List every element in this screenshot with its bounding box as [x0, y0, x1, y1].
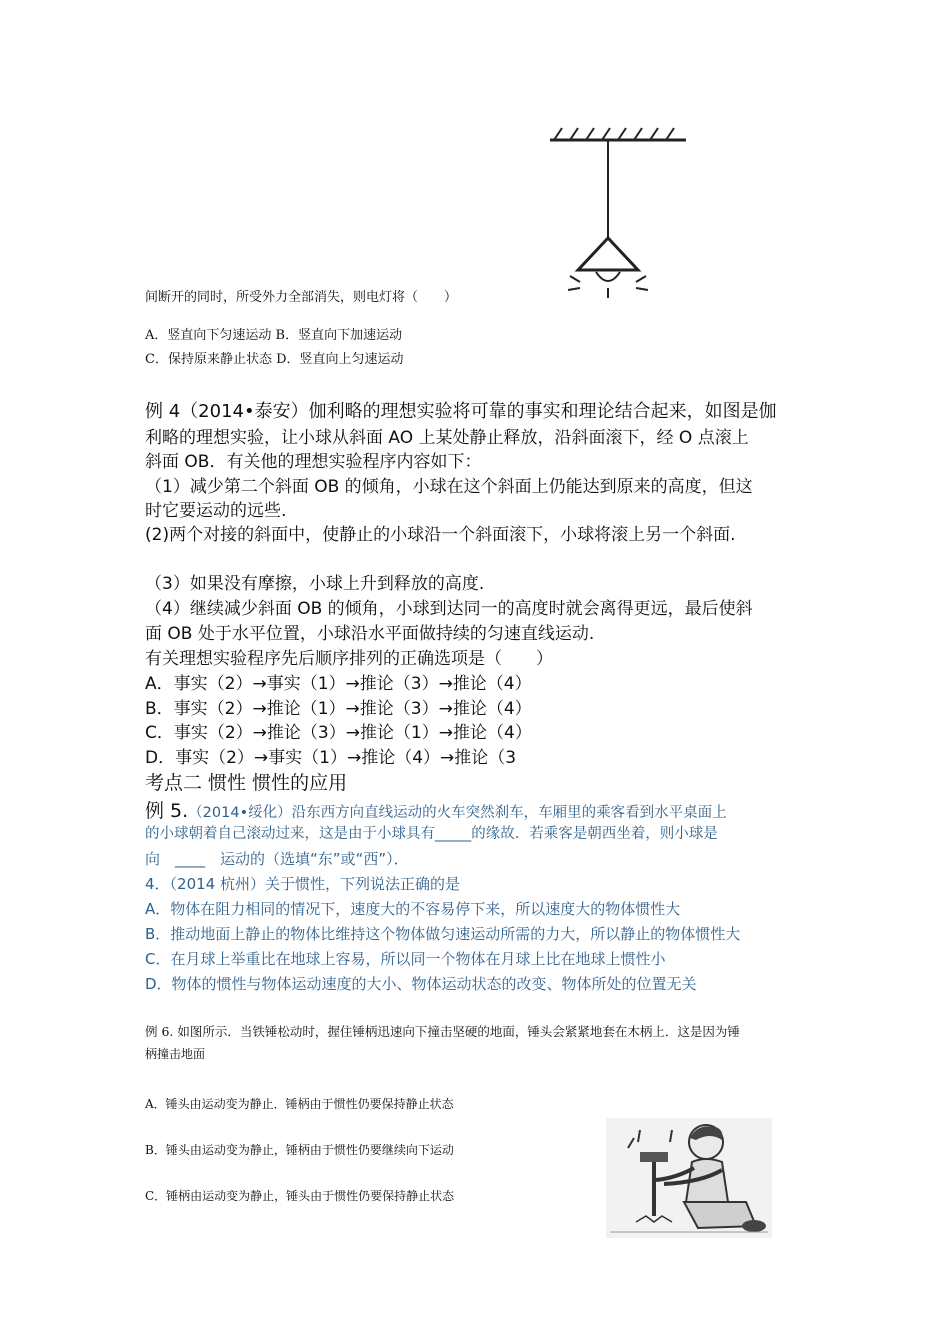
- ex4-option-a: A．事实（2）→事实（1）→推论（3）→推论（4）: [145, 674, 532, 694]
- ex4-step4a: （4）继续减少斜面 OB 的倾角，小球到达同一的高度时就会离得更远，最后使斜: [145, 599, 753, 619]
- ex6-line1: 例 6. 如图所示．当铁锤松动时，握住锤柄迅速向下撞击坚硬的地面，锤头会紧紧地套在木柄上．这是因为锤: [145, 1024, 740, 1039]
- ex4-option-b: B．事实（2）→推论（1）→推论（3）→推论（4）: [145, 699, 532, 719]
- ex4-line3: 斜面 OB．有关他的理想实验程序内容如下：: [145, 452, 482, 472]
- ex4-line1: 例 4（2014•泰安）伽利略的理想实验将可靠的事实和理论结合起来，如图是伽: [145, 401, 777, 422]
- q4-option-c: C．在月球上举重比在地球上容易，所以同一个物体在月球上比在地球上惯性小: [145, 950, 666, 968]
- ex5-line1: （2014•绥化）沿东西方向直线运动的火车突然刹车，车厢里的乘客看到水平桌面上: [188, 805, 727, 821]
- ex5-line3: 向 ____ 运动的（选填“东”或“西”）．: [145, 850, 409, 868]
- ex4-question: 有关理想实验程序先后顺序排列的正确选项是（ ）: [145, 649, 553, 669]
- ex4-step1a: （1）减少第二个斜面 OB 的倾角，小球在这个斜面上仍能达到原来的高度，但这: [145, 477, 753, 497]
- ex4-option-d: D．事实（2）→事实（1）→推论（4）→推论（3: [145, 748, 517, 768]
- hanging-lamp-figure: [540, 120, 700, 300]
- ex4-step3: （3）如果没有摩擦，小球上升到释放的高度.: [145, 574, 485, 594]
- q3-stem-tail: 间断开的同时，所受外力全部消失，则电灯将（ ）: [145, 290, 458, 305]
- ex4-step2: (2)两个对接的斜面中，使静止的小球沿一个斜面滚下，小球将滚上另一个斜面.: [145, 525, 736, 545]
- ex6-line2: 柄撞击地面: [145, 1047, 206, 1061]
- q4-stem: 4．（2014 杭州）关于惯性，下列说法正确的是: [145, 875, 460, 893]
- ex6-option-a: A．锤头由运动变为静止．锤柄由于惯性仍要保持静止状态: [145, 1097, 454, 1111]
- q4-option-a: A．物体在阻力相同的情况下，速度大的不容易停下来，所以速度大的物体惯性大: [145, 900, 681, 918]
- boy-hammer-figure: [606, 1118, 772, 1238]
- ex4-line2: 利略的理想实验，让小球从斜面 AO 上某处静止释放，沿斜面滚下，经 O 点滚上: [145, 428, 749, 448]
- q3-options-ab: A．竖直向下匀速运动 B．竖直向下加速运动: [145, 328, 403, 343]
- ex4-step1b: 时它要运动的远些.: [145, 501, 287, 521]
- q3-options-cd: C．保持原来静止状态 D．竖直向上匀速运动: [145, 352, 404, 367]
- ex4-step4b: 面 OB 处于水平位置，小球沿水平面做持续的匀速直线运动.: [145, 624, 595, 644]
- ex6-option-b: B．锤头由运动变为静止，锤柄由于惯性仍要继续向下运动: [145, 1143, 454, 1157]
- q4-option-b: B．推动地面上静止的物体比维持这个物体做匀速运动所需的力大，所以静止的物体惯性大: [145, 925, 741, 943]
- q4-option-d: D．物体的惯性与物体运动速度的大小、物体运动状态的改变、物体所处的位置无关: [145, 975, 697, 993]
- section-heading: 考点二 惯性 惯性的应用: [145, 772, 348, 794]
- ex5-line2: 的小球朝着自己滚动过来，这是由于小球具有_____的缘故．若乘客是朝西坐着，则小球是: [145, 826, 718, 842]
- ex4-option-c: C．事实（2）→推论（3）→推论（1）→推论（4）: [145, 723, 532, 743]
- ex5-label: 例 5.: [145, 800, 189, 822]
- ex6-option-c: C．锤柄由运动变为静止，锤头由于惯性仍要保持静止状态: [145, 1189, 455, 1203]
